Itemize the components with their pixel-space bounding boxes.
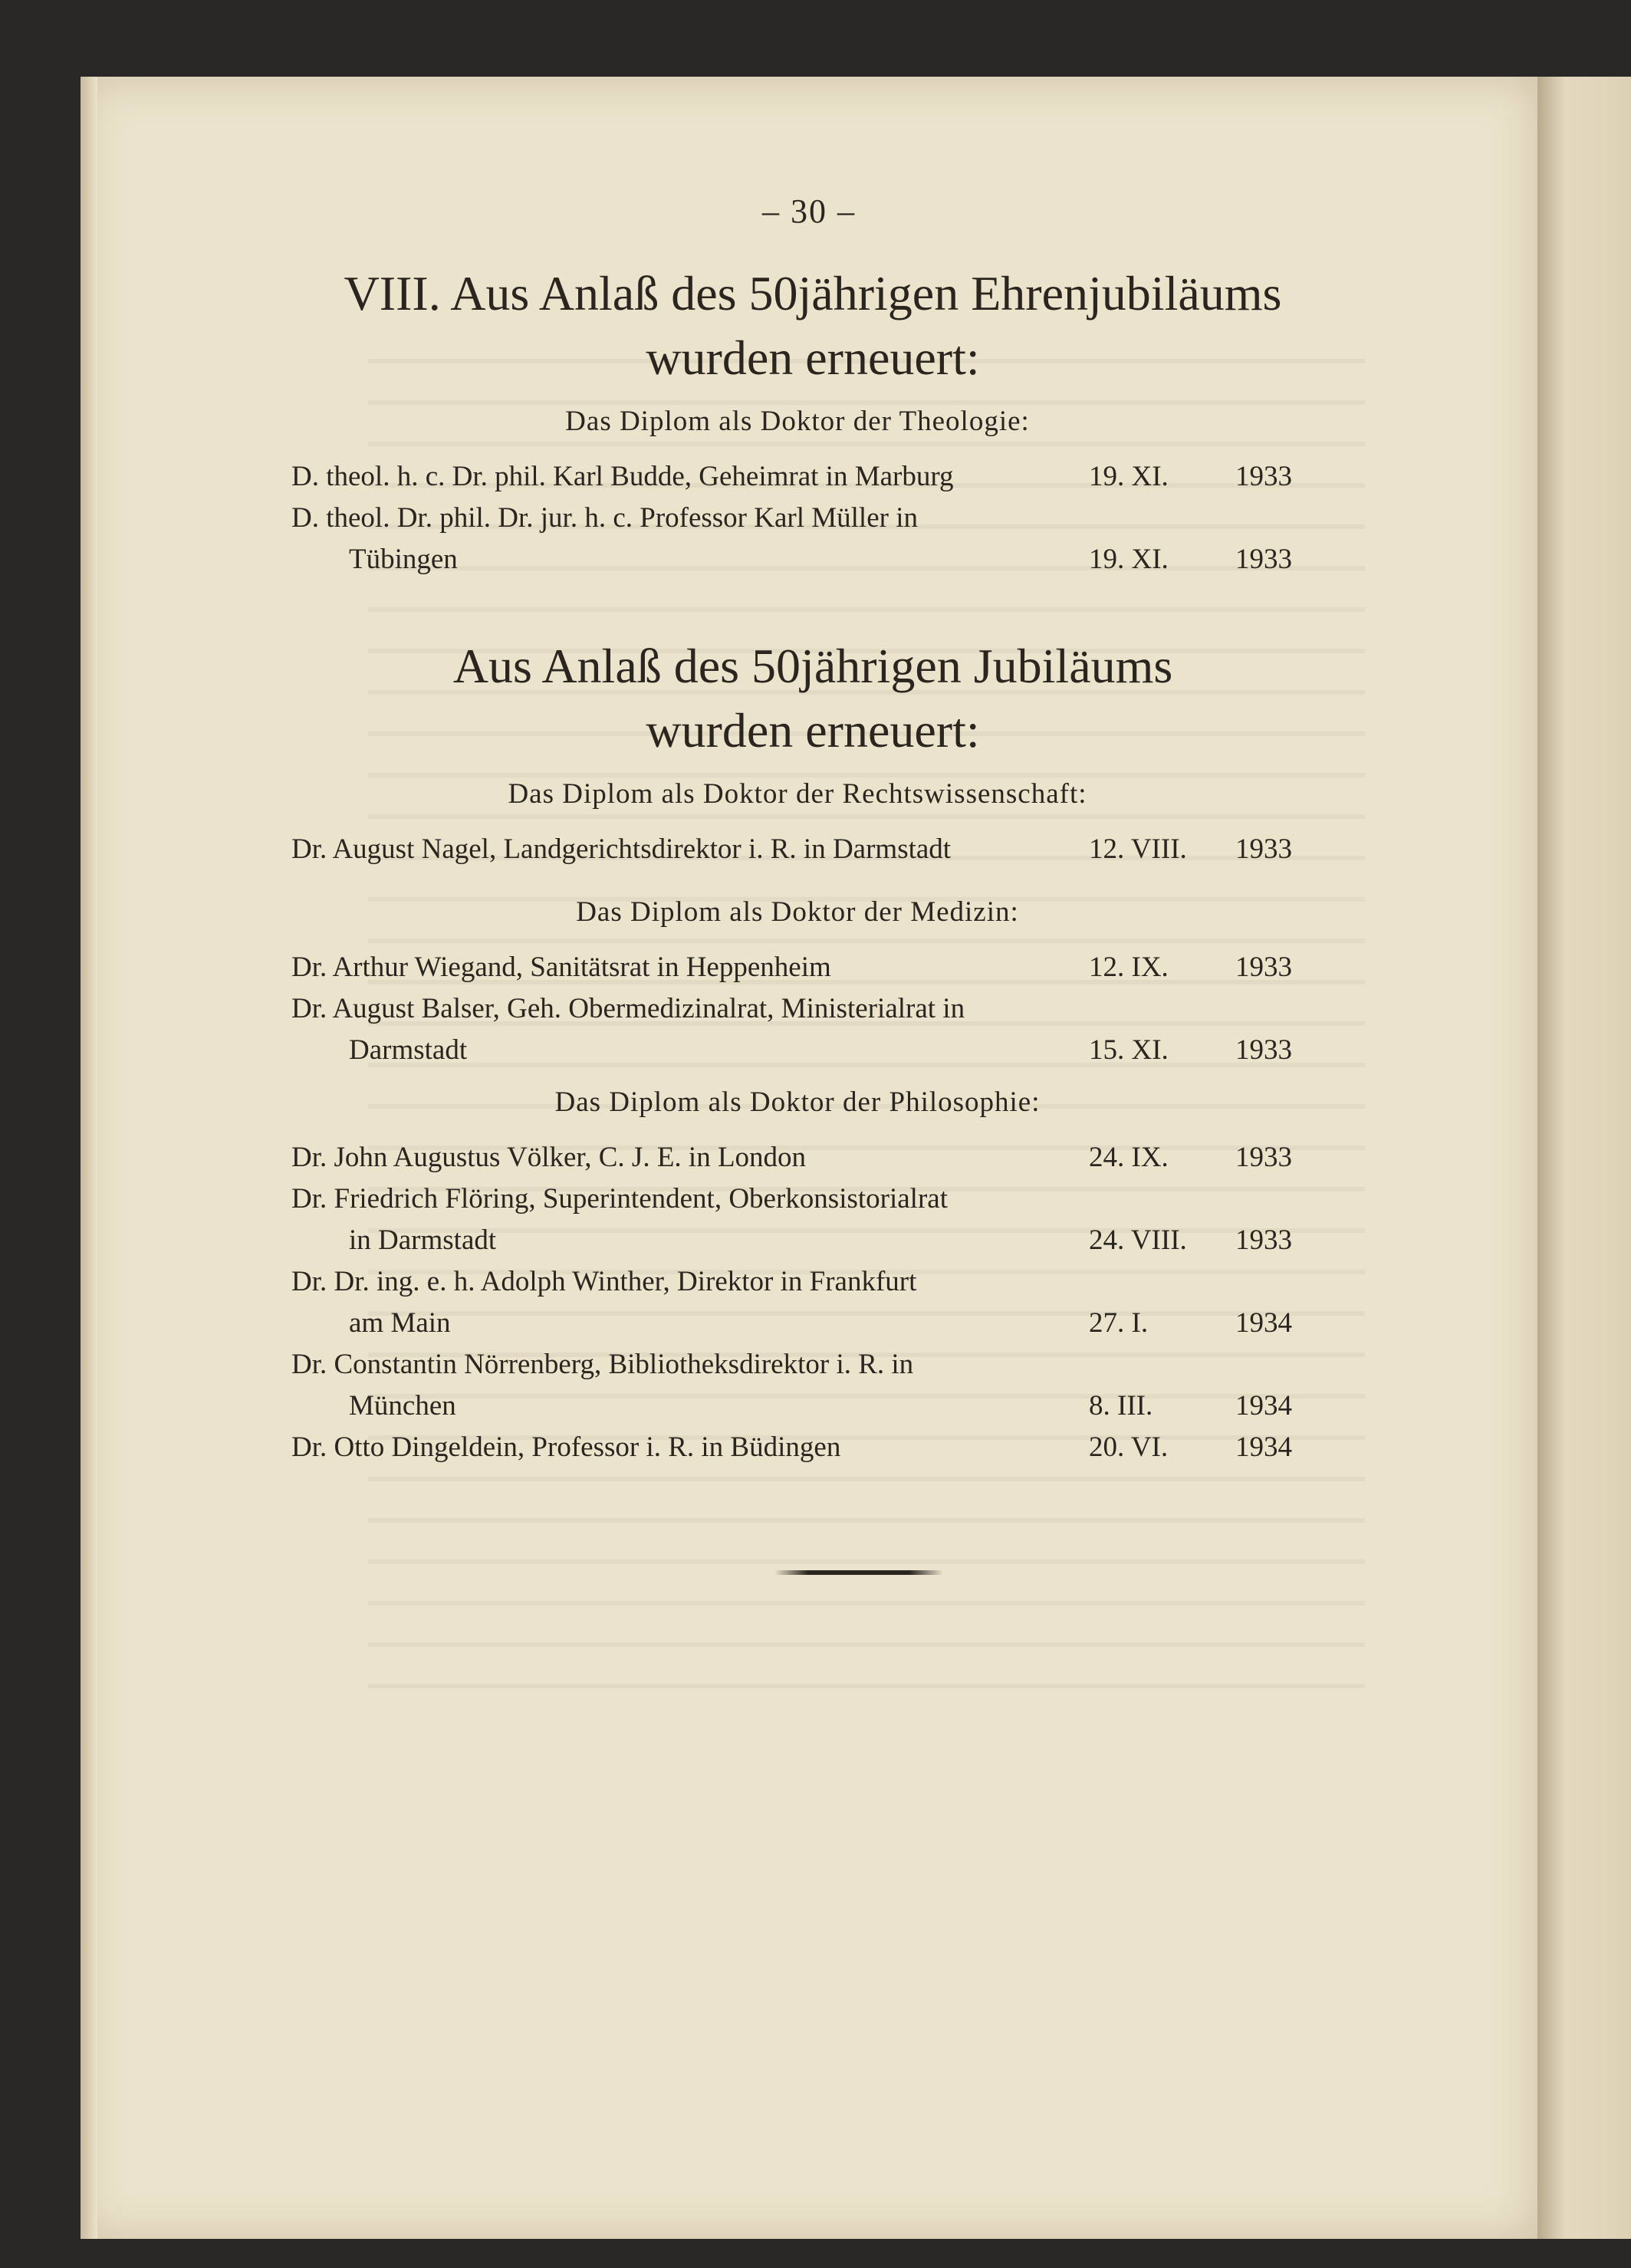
entry-name: Dr. August Balser, Geh. Obermedizinalrat, Ministerialrat in <box>291 993 965 1024</box>
entry-date: 24. VIII. <box>1089 1224 1187 1256</box>
heading-line: wurden erneuert: <box>646 703 980 758</box>
entry-date: 19. XI. <box>1089 461 1169 492</box>
page-number: – 30 – <box>762 192 856 230</box>
facing-page-edge <box>1537 77 1631 2239</box>
entry-year: 1934 <box>1235 1431 1292 1463</box>
entry-year: 1933 <box>1235 952 1292 983</box>
diploma-subheading: Das Diplom als Doktor der Medizin: <box>576 896 1019 928</box>
section-heading <box>291 634 1380 763</box>
entry-date: 20. VI. <box>1089 1431 1169 1463</box>
list-item <box>291 829 1380 870</box>
entry-date: 12. IX. <box>1089 952 1169 983</box>
entry-name: Dr. Dr. ing. e. h. Adolph Winther, Direktor in Frankfurt <box>291 1266 917 1297</box>
entry-name-continued: München <box>349 1390 456 1422</box>
diploma-subheading: Das Diplom als Doktor der Rechtswissenschaft: <box>508 778 1087 810</box>
heading-line: VIII. Aus Anlaß des 50jährigen Ehrenjubiläums <box>344 266 1282 320</box>
section-heading <box>291 261 1380 390</box>
heading-line: Aus Anlaß des 50jährigen Jubiläums <box>452 639 1173 693</box>
entry-name: D. theol. Dr. phil. Dr. jur. h. c. Professor Karl Müller in <box>291 502 918 534</box>
entry-date: 27. I. <box>1089 1307 1149 1339</box>
diploma-subheading: Das Diplom als Doktor der Philosophie: <box>554 1086 1041 1118</box>
entry-year: 1933 <box>1235 833 1292 865</box>
entry-date: 12. VIII. <box>1089 833 1187 865</box>
entry-name-continued: am Main <box>349 1307 451 1339</box>
list-item <box>291 498 1380 580</box>
entry-year: 1933 <box>1235 461 1292 492</box>
entry-year: 1934 <box>1235 1390 1292 1422</box>
heading-line: wurden erneuert: <box>646 330 980 385</box>
entry-date: 19. XI. <box>1089 544 1169 575</box>
list-item <box>291 1344 1380 1427</box>
entry-name-continued: Tübingen <box>349 544 458 575</box>
entry-name: Dr. August Nagel, Landgerichtsdirektor i. R. in Darmstadt <box>291 833 952 865</box>
list-item <box>291 1427 1380 1468</box>
entry-name-continued: Darmstadt <box>349 1034 468 1066</box>
entry-name: Dr. John Augustus Völker, C. J. E. in London <box>291 1142 807 1173</box>
page-content <box>291 192 1380 1468</box>
end-rule <box>774 1570 943 1575</box>
entry-name: Dr. Otto Dingeldein, Professor i. R. in Büdingen <box>291 1431 841 1463</box>
list-item <box>291 1261 1380 1344</box>
entry-name-continued: in Darmstadt <box>349 1224 497 1256</box>
entry-year: 1933 <box>1235 1034 1292 1066</box>
list-item <box>291 1178 1380 1261</box>
entry-year: 1933 <box>1235 544 1292 575</box>
entry-date: 8. III. <box>1089 1390 1153 1422</box>
diploma-subheading: Das Diplom als Doktor der Theologie: <box>565 406 1030 437</box>
entry-name: Dr. Constantin Nörrenberg, Bibliotheksdirektor i. R. in <box>291 1349 914 1380</box>
entry-year: 1933 <box>1235 1142 1292 1173</box>
entry-year: 1934 <box>1235 1307 1292 1339</box>
list-item <box>291 988 1380 1071</box>
entry-name: D. theol. h. c. Dr. phil. Karl Budde, Geheimrat in Marburg <box>291 461 954 492</box>
entry-date: 24. IX. <box>1089 1142 1169 1173</box>
entry-year: 1933 <box>1235 1224 1292 1256</box>
list-item <box>291 456 1380 498</box>
list-item <box>291 947 1380 988</box>
entry-name: Dr. Arthur Wiegand, Sanitätsrat in Heppenheim <box>291 952 831 983</box>
page-edge <box>81 77 97 2239</box>
entry-date: 15. XI. <box>1089 1034 1169 1066</box>
list-item <box>291 1137 1380 1178</box>
entry-name: Dr. Friedrich Flöring, Superintendent, Oberkonsistorialrat <box>291 1183 948 1215</box>
